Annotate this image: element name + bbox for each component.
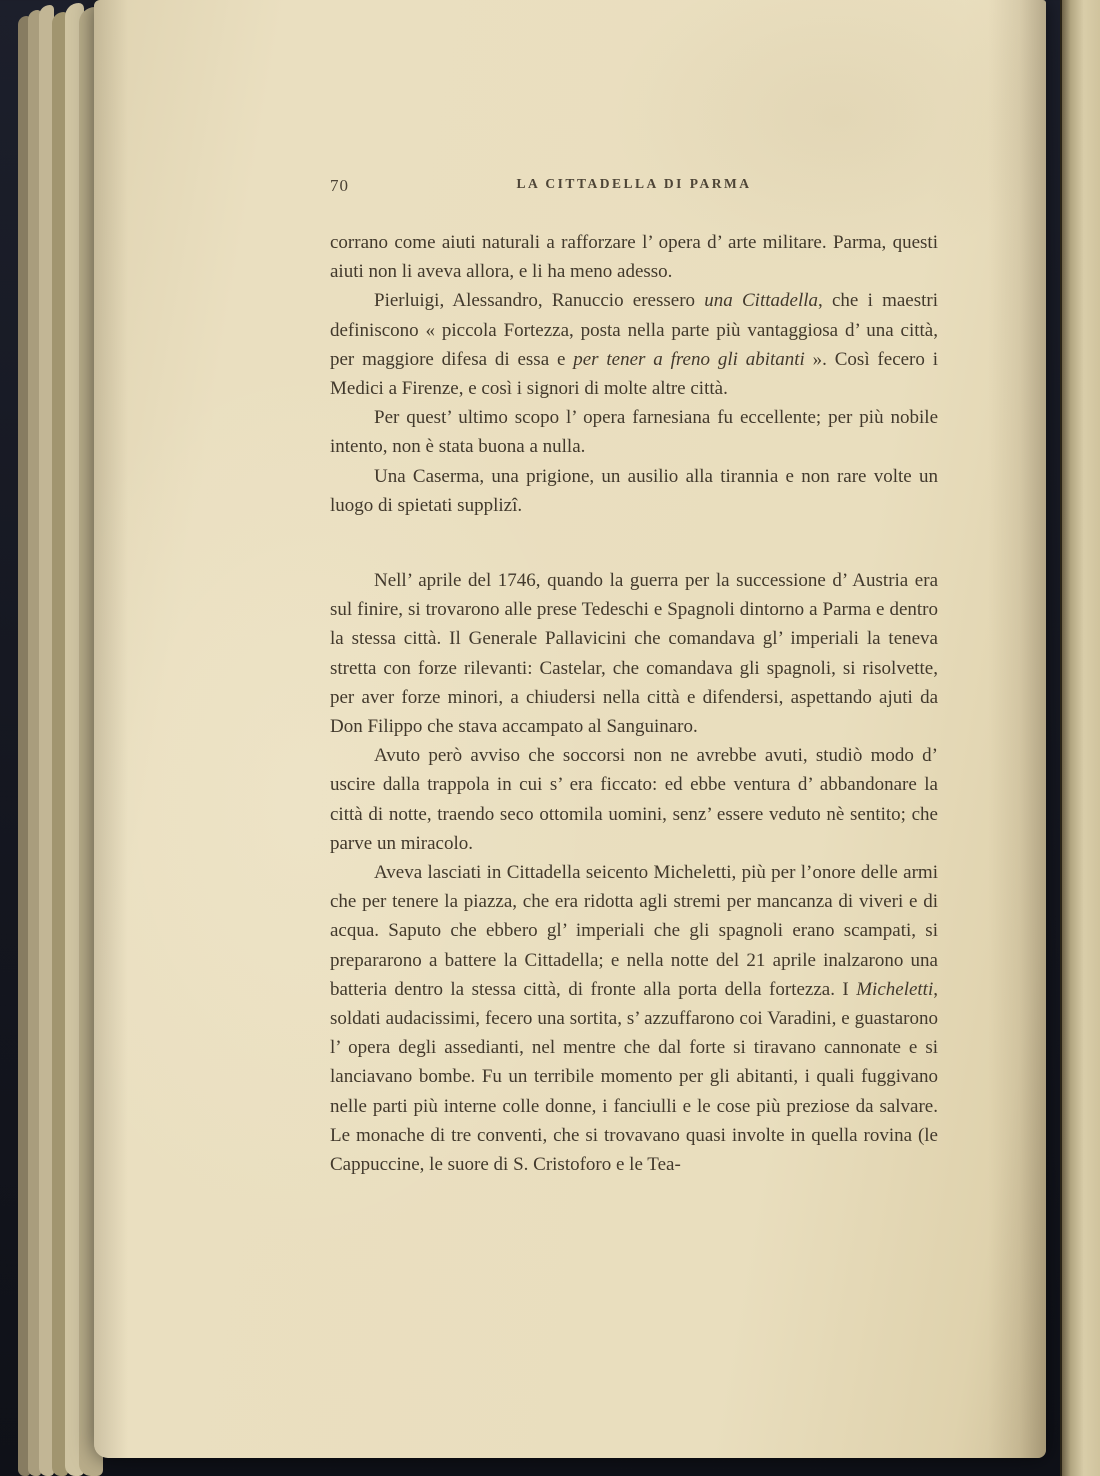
text-segment: ». Così fecero i Medici a Firenze, e così i signori di molte altre città. xyxy=(330,348,938,400)
paragraph xyxy=(330,566,938,741)
text-segment: corrano come aiuti naturali a rafforzare l’ opera d’ arte militare. Parma, questi aiuti non li aveva allora, e li ha meno adesso. xyxy=(330,232,938,283)
text-segment: Pierluigi, Alessandro, Ranuccio eressero xyxy=(374,290,705,312)
text-segment: Avuto però avviso che soccorsi non ne avrebbe avuti, studiò modo d’ uscire dalla trappola in cui s’ era ficcato: ed ebbe ventura d’ abbandonare la città di notte, traendo seco ottomila uomini, senz’ essere veduto nè sentito; che parve un miracolo. xyxy=(330,745,938,854)
text-segment: Aveva lasciati in Cittadella seicento Micheletti, più per l’onore delle armi che per tenere la piazza, che era ridotta agli stremi per mancanza di viveri e di acqua. Saputo che ebbero gl’ imperiali che gli spagnoli erano scampati, si prepararono a battere la Cittadella; e nella notte del 21 aprile inalzarono una batteria dentro la stessa città, di fronte alla porta della fortezza. I xyxy=(330,862,938,1000)
running-header: LA CITTADELLA DI PARMA xyxy=(516,176,752,191)
italic-text-segment: Micheletti xyxy=(856,978,934,1000)
page-left-shade xyxy=(94,0,128,1458)
next-page-edge xyxy=(1060,0,1100,1476)
book-page xyxy=(94,0,1046,1458)
text-segment: , soldati audacissimi, fecero una sortita, s’ azzuffarono coi Varadini, e guastarono l’ opera degli assedianti, nel mentre che dal forte si tiravano cannonate e si lanciavano bombe. Fu un terribile momento per gli abitanti, i quali fuggivano nelle parti più interne colle donne, i fanciulli e le cose più preziose da salvare. Le monache di tre conventi, che si trovavano quasi involte in quella rovina (le Cappuccine, le suore di S. Cristoforo e le Tea- xyxy=(330,978,938,1176)
body-text xyxy=(330,228,938,1179)
text-segment: Nell’ aprile del 1746, quando la guerra per la successione d’ Austria era sul finire, si trovarono alle prese Tedeschi e Spagnoli dintorno a Parma e dentro la stessa città. Il Generale Pallavicini che comandava gl’ imperiali la teneva stretta con forze rilevanti: Castelar, che comandava gli spagnoli, si risolvette, per aver forze minori, a chiudersi nella città e difendersi, aspettando ajuti da Don Filippo che stava accampato al Sanguinaro. xyxy=(330,570,938,738)
italic-text-segment: una Cittadella xyxy=(704,290,819,312)
paragraph xyxy=(330,403,938,461)
paragraph xyxy=(330,286,938,403)
paragraph xyxy=(330,741,938,858)
text-segment: Per quest’ ultimo scopo l’ opera farnesiana fu eccellente; per più nobile intento, non è stata buona a nulla. xyxy=(330,407,938,458)
italic-text-segment: per tener a freno gli abitanti xyxy=(573,348,805,370)
text-segment: Una Caserma, una prigione, un ausilio alla tirannia e non rare volte un luogo di spietati supplizî. xyxy=(330,465,938,516)
page-right-shade xyxy=(988,0,1046,1458)
paragraph xyxy=(330,462,938,520)
text-segment: , che i maestri definiscono « piccola Fortezza, posta nella parte più vantaggiosa d’ una città, per maggiore difesa di essa e xyxy=(330,290,939,370)
page-header xyxy=(330,176,938,200)
page-number: 70 xyxy=(330,176,349,195)
paragraph xyxy=(330,228,938,286)
paragraph xyxy=(330,858,938,1179)
